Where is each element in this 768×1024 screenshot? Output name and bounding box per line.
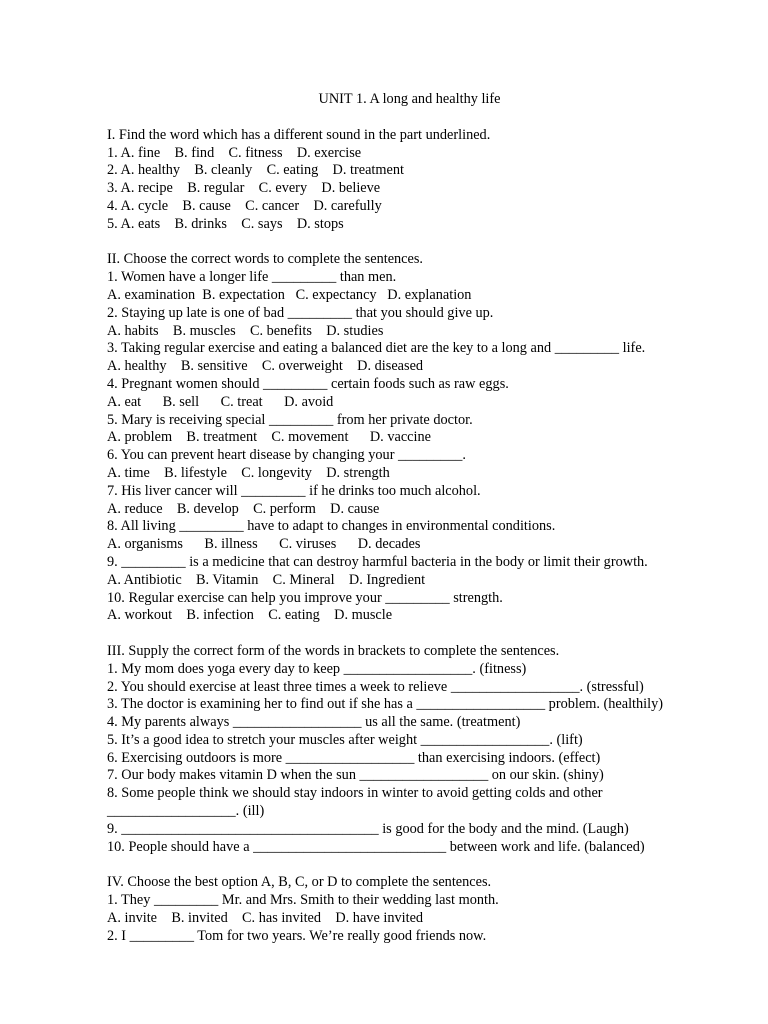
section-spacer: [107, 856, 707, 874]
section-2: [107, 251, 707, 625]
question-text: 8. All living _________ have to adapt to changes in environmental conditions.: [107, 518, 556, 535]
section-4: [107, 874, 707, 945]
answer-options: 5. A. eats B. drinks C. says D. stops: [107, 215, 344, 232]
question-text: 2. I _________ Tom for two years. We’re really good friends now.: [107, 927, 487, 944]
answer-options: 2. A. healthy B. cleanly C. eating D. treatment: [107, 162, 404, 179]
section-heading: II. Choose the correct words to complete the sentences.: [107, 251, 424, 268]
section-heading: I. Find the word which has a different sound in the part underlined.: [107, 126, 491, 143]
page-title: UNIT 1. A long and healthy life: [318, 91, 501, 107]
question-text: 9. _________ is a medicine that can destroy harmful bacteria in the body or limit their growth.: [107, 553, 648, 570]
question-text: 3. Taking regular exercise and eating a balanced diet are the key to a long and _________ life.: [107, 340, 646, 357]
question-text: 5. Mary is receiving special _________ from her private doctor.: [107, 411, 473, 428]
question-text: 8. Some people think we should stay indoors in winter to avoid getting colds and other: [107, 785, 603, 802]
answer-options: A. organisms B. illness C. viruses D. decades: [107, 536, 421, 553]
worksheet-page: [107, 91, 707, 945]
answer-options: A. time B. lifestyle C. longevity D. strength: [107, 464, 390, 481]
question-text: 9. ____________________________________ is good for the body and the mind. (Laugh): [107, 820, 629, 837]
answer-options: 1. A. fine B. find C. fitness D. exercise: [107, 144, 362, 161]
question-text: 7. His liver cancer will _________ if he drinks too much alcohol.: [107, 482, 481, 499]
answer-options: A. examination B. expectation C. expectancy D. explanation: [107, 286, 472, 303]
answer-options: 3. A. recipe B. regular C. every D. believe: [107, 180, 381, 197]
section-3: [107, 643, 707, 857]
answer-options: 4. A. cycle B. cause C. cancer D. carefully: [107, 197, 382, 214]
answer-options: A. reduce B. develop C. perform D. cause: [107, 500, 380, 517]
answer-options: A. habits B. muscles C. benefits D. studies: [107, 322, 384, 339]
question-text: __________________. (ill): [107, 803, 265, 820]
question-text: 1. Women have a longer life _________ than men.: [107, 269, 397, 286]
answer-options: A. problem B. treatment C. movement D. vaccine: [107, 429, 431, 446]
section-1: [107, 127, 707, 234]
answer-options: A. Antibiotic B. Vitamin C. Mineral D. Ingredient: [107, 571, 426, 588]
answer-options: A. healthy B. sensitive C. overweight D. diseased: [107, 358, 424, 375]
answer-options: A. eat B. sell C. treat D. avoid: [107, 393, 334, 410]
section-heading: IV. Choose the best option A, B, C, or D to complete the sentences.: [107, 874, 492, 891]
question-text: 6. Exercising outdoors is more __________________ than exercising indoors. (effect): [107, 749, 601, 766]
question-text: 6. You can prevent heart disease by changing your _________.: [107, 447, 466, 464]
answer-options: A. workout B. infection C. eating D. muscle: [107, 607, 393, 624]
question-text: 3. The doctor is examining her to find out if she has a __________________ problem. (healthily): [107, 696, 664, 713]
section-spacer: [107, 234, 707, 252]
question-text: 5. It’s a good idea to stretch your muscles after weight __________________. (lift): [107, 731, 583, 748]
question-text: 1. My mom does yoga every day to keep __________________. (fitness): [107, 660, 527, 677]
question-text: 2. You should exercise at least three times a week to relieve __________________. (stressful): [107, 678, 644, 695]
section-spacer: [107, 625, 707, 643]
question-text: 2. Staying up late is one of bad _________ that you should give up.: [107, 304, 494, 321]
question-text: 10. People should have a ___________________________ between work and life. (balanced): [107, 838, 645, 855]
question-text: 7. Our body makes vitamin D when the sun __________________ on our skin. (shiny): [107, 767, 604, 784]
question-text: 4. My parents always __________________ us all the same. (treatment): [107, 714, 521, 731]
question-text: 1. They _________ Mr. and Mrs. Smith to their wedding last month.: [107, 892, 499, 909]
sections-container: [107, 127, 707, 946]
question-text: 10. Regular exercise can help you improve your _________ strength.: [107, 589, 503, 606]
section-heading: III. Supply the correct form of the words in brackets to complete the sentences.: [107, 642, 560, 659]
answer-options: A. invite B. invited C. has invited D. have invited: [107, 909, 424, 926]
question-text: 4. Pregnant women should _________ certain foods such as raw eggs.: [107, 375, 509, 392]
